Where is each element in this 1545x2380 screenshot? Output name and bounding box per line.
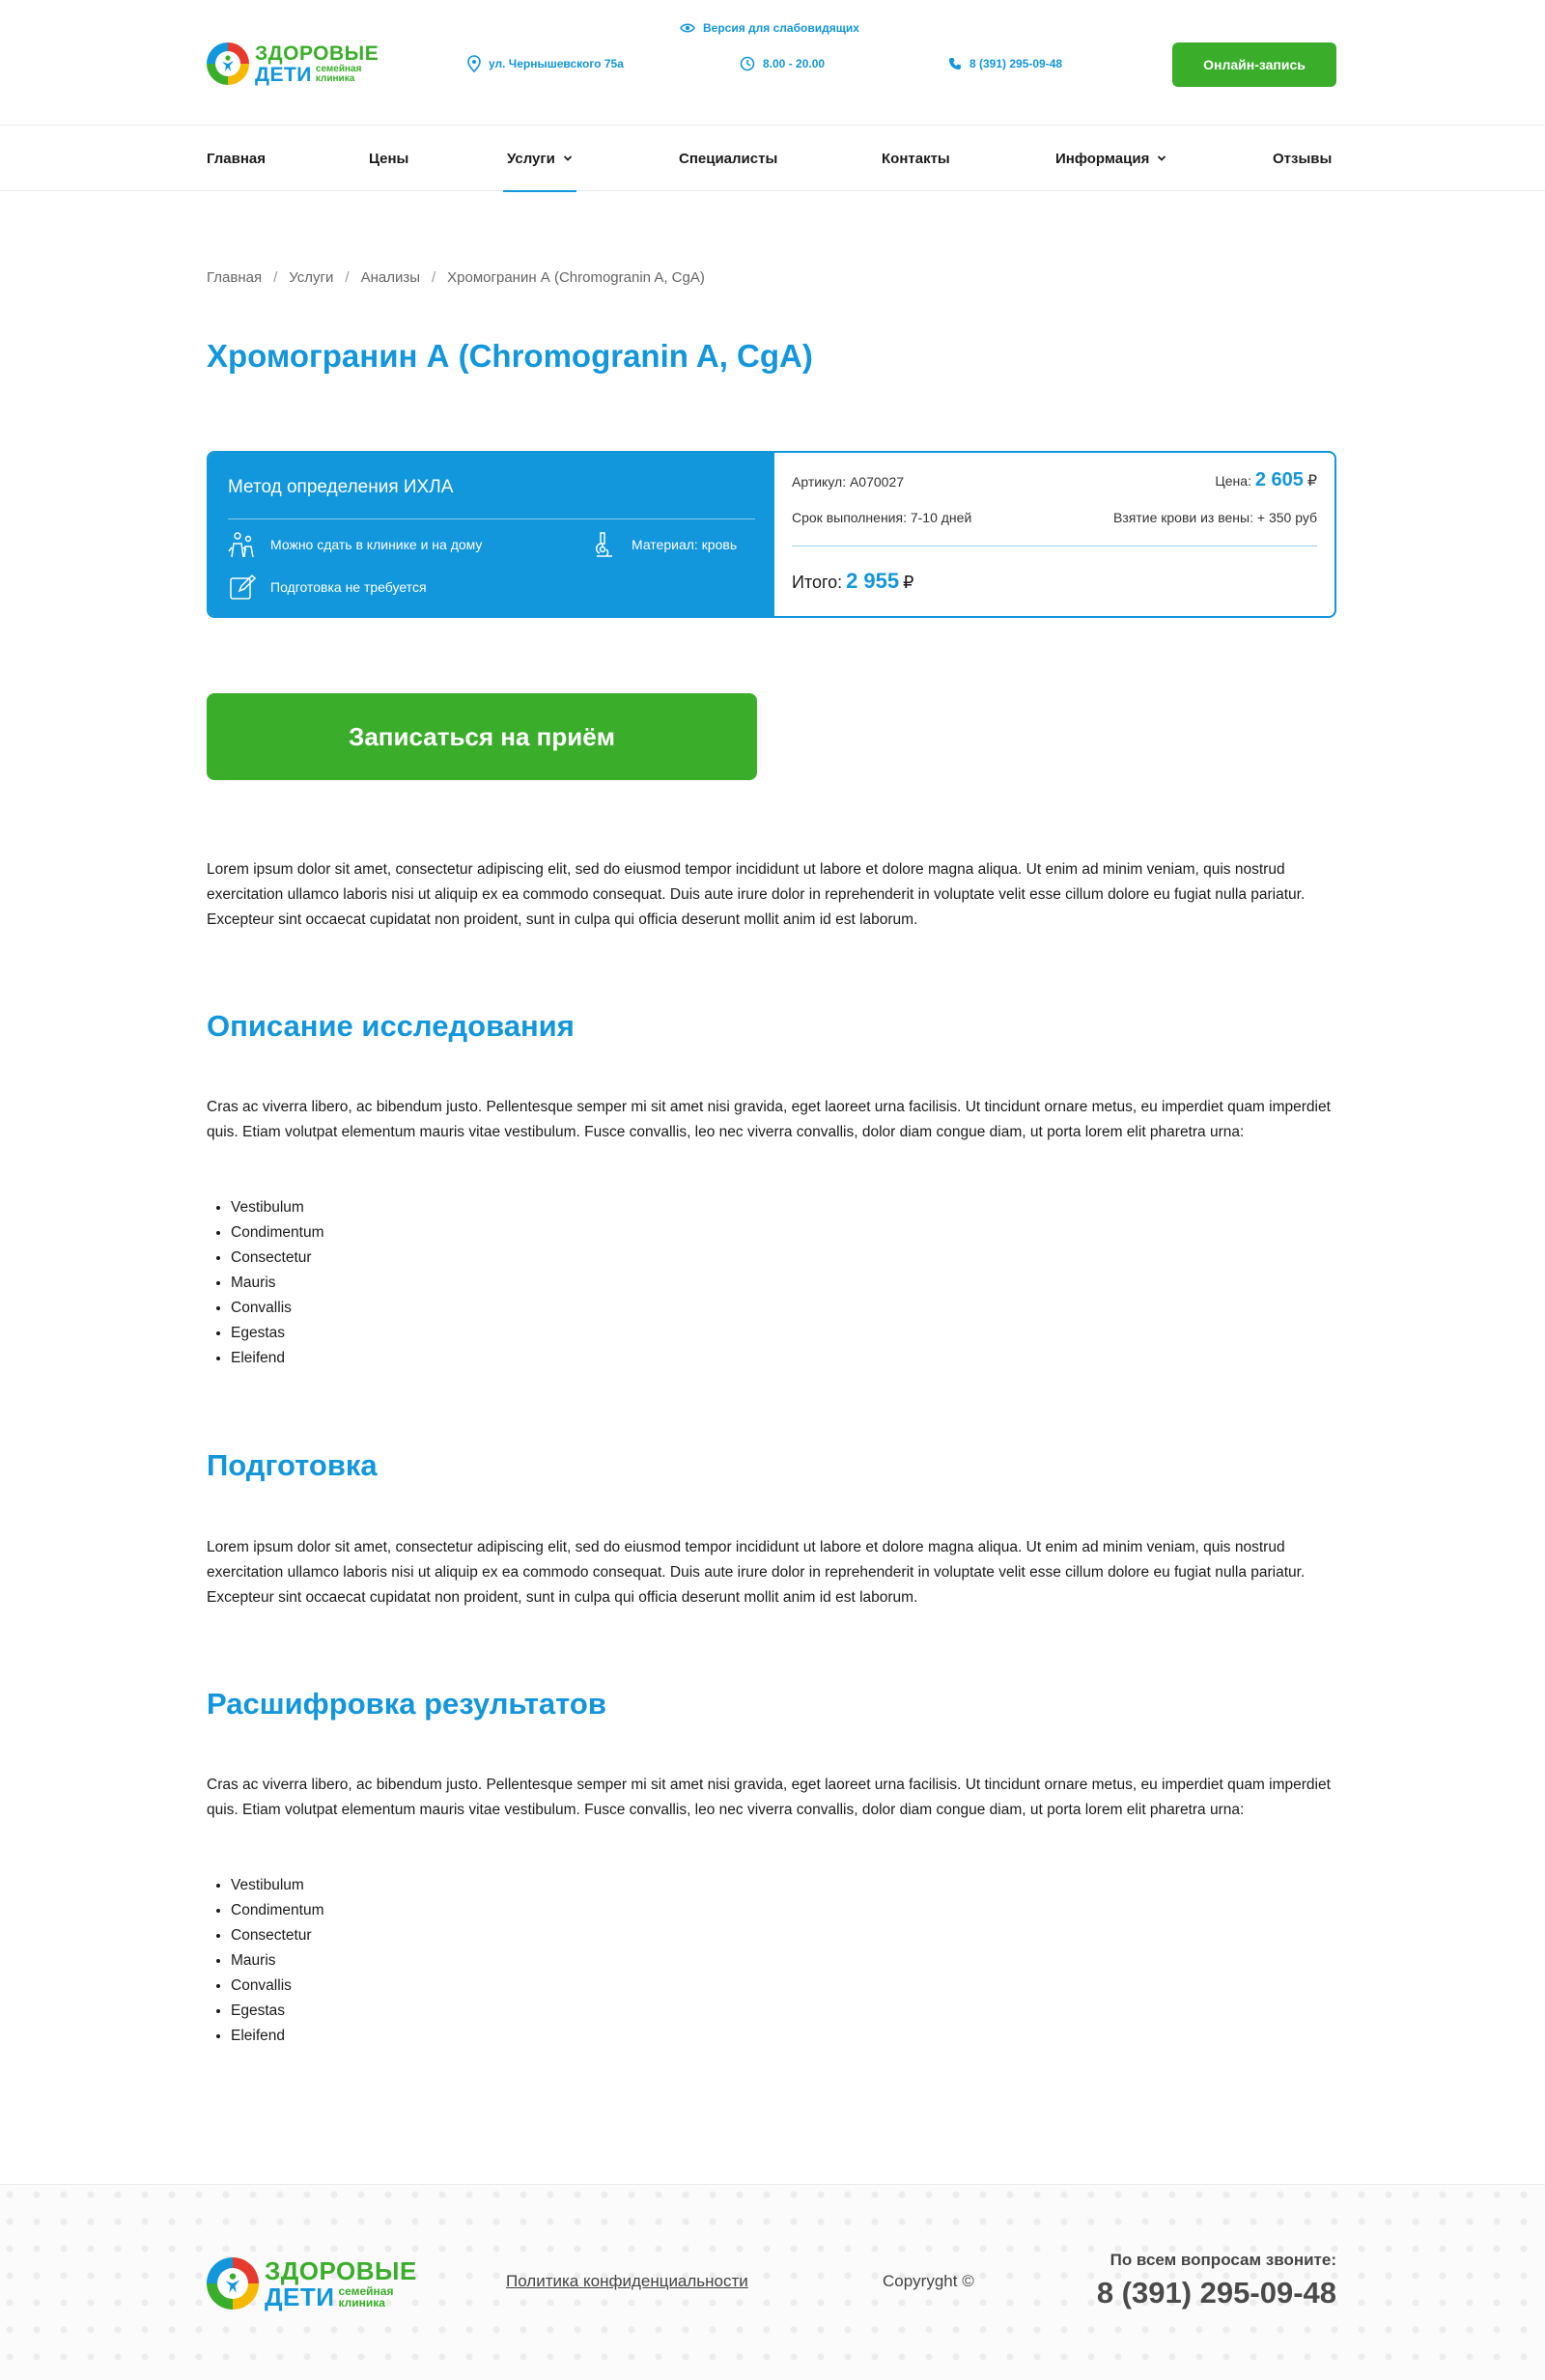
- section-heading-preparation: Подготовка: [207, 1448, 378, 1482]
- low-vision-link[interactable]: [680, 19, 859, 37]
- hours-text: 8.00 - 20.00: [763, 57, 826, 70]
- feature-prep-label: Подготовка не требуется: [270, 579, 427, 595]
- breadcrumb-analyses[interactable]: Анализы: [360, 269, 420, 286]
- price-label: Цена:: [1215, 473, 1251, 489]
- list-item: Mauris: [216, 1948, 324, 1974]
- logo-tagline: семейная клиника: [338, 2283, 394, 2310]
- breadcrumb-current: Хромогранин А (Chromogranin A, CgA): [447, 269, 705, 286]
- blood-fee-text: Взятие крови из вены: + 350 руб: [1113, 510, 1317, 525]
- price-value: 2 605: [1254, 469, 1304, 490]
- location-pin-icon: [467, 55, 481, 72]
- list-item: Consectetur: [216, 1246, 324, 1271]
- breadcrumb-separator: /: [432, 269, 436, 286]
- price-row: [1215, 469, 1317, 491]
- address-info[interactable]: [467, 54, 624, 73]
- nav-item-contacts[interactable]: [882, 126, 950, 191]
- intro-paragraph: Lorem ipsum dolor sit amet, consectetur adipiscing elit, sed do eiusmod tempor incididunt ut labore et dolore magna aliqua. Ut enim ad minim veniam, quis nostrud exercitation ullamco laboris nisi ut aliquip ex ea commodo consequat. Duis aute irure dolor in reprehenderit in voluptate velit esse cillum dolore eu fugiat nulla pariatur. Excepteur sint occaecat cupidatat non proident, sunt in culpa qui officia deserunt mollit anim id est laborum.: [207, 861, 1306, 928]
- list-item: Consectetur: [216, 1923, 324, 1948]
- chevron-down-icon: [1157, 154, 1166, 163]
- list-item: Eleifend: [216, 1346, 324, 1371]
- book-appointment-button[interactable]: Записаться на приём: [207, 693, 757, 780]
- breadcrumb-separator: /: [273, 269, 278, 286]
- header-phone-link[interactable]: [948, 54, 1062, 73]
- list-item: Mauris: [216, 1271, 324, 1296]
- online-booking-button[interactable]: Онлайн-запись: [1172, 42, 1336, 87]
- nav-label: Услуги: [507, 150, 555, 167]
- nav-label: Отзывы: [1273, 150, 1333, 167]
- nav-item-home[interactable]: [207, 126, 266, 191]
- footer-logo[interactable]: [207, 2254, 429, 2312]
- article-number: Артикул: А070027: [792, 474, 905, 490]
- list-item: Condimentum: [216, 1898, 324, 1923]
- logo-line2: ДЕТИ: [265, 2282, 335, 2311]
- nav-label: Информация: [1055, 150, 1150, 167]
- phone-icon: [948, 57, 962, 70]
- privacy-policy-link[interactable]: Политика конфиденциальности: [506, 2272, 748, 2290]
- card-divider: [228, 518, 755, 519]
- call-label: По всем вопросам звоните:: [1110, 2251, 1336, 2269]
- hours-info: [740, 54, 825, 73]
- section-heading-description: Описание исследования: [207, 1009, 575, 1043]
- breadcrumb-home[interactable]: Главная: [207, 269, 263, 286]
- nav-label: Цены: [369, 150, 409, 167]
- feature-material: [589, 530, 737, 559]
- feature-material-label: Материал: кровь: [632, 537, 738, 552]
- list-item: Vestibulum: [216, 1873, 324, 1898]
- breadcrumb: [207, 269, 705, 286]
- section-text-results: Cras ac viverra libero, ac bibendum justo. Pellentesque semper mi sit amet nisi gravida, eget laoreet urna facilisis. Ut tincidunt ornare metus, eu imperdiet quam imperdiet quis. Etiam volutpat elementum mauris vitae vestibulum. Fusce convallis, leo nec viverra convallis, dolor diam congue diam, ut porta lorem elit pharetra urna:: [207, 1777, 1331, 1818]
- clock-icon: [740, 56, 755, 71]
- page-title: Хромогранин А (Chromogranin A, CgA): [207, 338, 813, 374]
- feature-prep: [228, 573, 427, 602]
- microscope-icon: [589, 530, 618, 559]
- low-vision-label: Версия для слабовидящих: [703, 21, 859, 35]
- footer-phone-link[interactable]: 8 (391) 295-09-48: [1096, 2276, 1336, 2310]
- card-method-panel: [209, 453, 774, 616]
- feature-home-label: Можно сдать в клинике и на дому: [270, 537, 483, 552]
- main-nav: [0, 126, 1545, 191]
- nav-label: Специалисты: [679, 150, 778, 167]
- nav-label: Контакты: [882, 150, 950, 167]
- chevron-down-icon: [563, 154, 573, 163]
- total-label: Итого:: [792, 573, 843, 592]
- method-text: Метод определения ИХЛА: [228, 477, 454, 497]
- total-value: 2 955: [846, 569, 900, 593]
- family-icon: [228, 530, 257, 559]
- currency-sign: ₽: [1306, 473, 1317, 490]
- eye-icon: [680, 22, 695, 34]
- list-item: Eleifend: [216, 2024, 324, 2049]
- edit-note-icon: [228, 573, 257, 602]
- results-list: [216, 1873, 324, 2049]
- logo-emblem-icon: [207, 42, 249, 85]
- breadcrumb-separator: /: [345, 269, 350, 286]
- logo-line2: ДЕТИ: [255, 63, 312, 86]
- nav-item-prices[interactable]: [369, 126, 408, 191]
- clinic-logo[interactable]: [207, 41, 379, 87]
- logo-line1: ЗДОРОВЫЕ: [255, 42, 379, 65]
- total-row: [792, 569, 913, 594]
- address-text: ул. Чернышевского 75а: [489, 57, 624, 70]
- header-phone-text: 8 (391) 295-09-48: [969, 57, 1063, 70]
- currency-sign: ₽: [903, 573, 914, 592]
- site-footer: [0, 2184, 1545, 2380]
- nav-item-reviews[interactable]: [1273, 126, 1332, 191]
- logo-tagline: семейная клиника: [315, 64, 362, 84]
- list-item: Vestibulum: [216, 1195, 324, 1220]
- nav-item-specialists[interactable]: [679, 126, 777, 191]
- section-text-preparation: Lorem ipsum dolor sit amet, consectetur adipiscing elit, sed do eiusmod tempor incididunt ut labore et dolore magna aliqua. Ut enim ad minim veniam, quis nostrud exercitation ullamco laboris nisi ut aliquip ex ea commodo consequat. Duis aute irure dolor in reprehenderit in voluptate velit esse cillum dolore eu fugiat nulla pariatur. Excepteur sint occaecat cupidatat non proident, sunt in culpa qui officia deserunt mollit anim id est laborum.: [207, 1539, 1306, 1606]
- list-item: Egestas: [216, 1321, 324, 1346]
- nav-item-services[interactable]: [507, 126, 573, 191]
- description-list: [216, 1195, 324, 1371]
- card-price-panel: [774, 453, 1334, 616]
- logo-line1: ЗДОРОВЫЕ: [265, 2255, 417, 2285]
- section-heading-results: Расшифровка результатов: [207, 1687, 606, 1721]
- breadcrumb-services[interactable]: Услуги: [289, 269, 334, 286]
- logo-emblem-icon: [207, 2257, 259, 2310]
- analysis-info-card: [207, 451, 1336, 618]
- list-item: Egestas: [216, 1999, 324, 2024]
- site-header: [0, 0, 1545, 126]
- list-item: Convallis: [216, 1974, 324, 1999]
- nav-item-information[interactable]: [1055, 126, 1166, 191]
- copyright-text: Copyryght ©: [883, 2272, 974, 2290]
- feature-home: [228, 530, 482, 559]
- term-text: Срок выполнения: 7-10 дней: [792, 510, 972, 525]
- list-item: Convallis: [216, 1296, 324, 1321]
- section-text-description: Cras ac viverra libero, ac bibendum justo. Pellentesque semper mi sit amet nisi gravida, eget laoreet urna facilisis. Ut tincidunt ornare metus, eu imperdiet quam imperdiet quis. Etiam volutpat elementum mauris vitae vestibulum. Fusce convallis, leo nec viverra convallis, dolor diam congue diam, ut porta lorem elit pharetra urna:: [207, 1099, 1331, 1140]
- nav-label: Главная: [207, 150, 267, 167]
- list-item: Condimentum: [216, 1220, 324, 1246]
